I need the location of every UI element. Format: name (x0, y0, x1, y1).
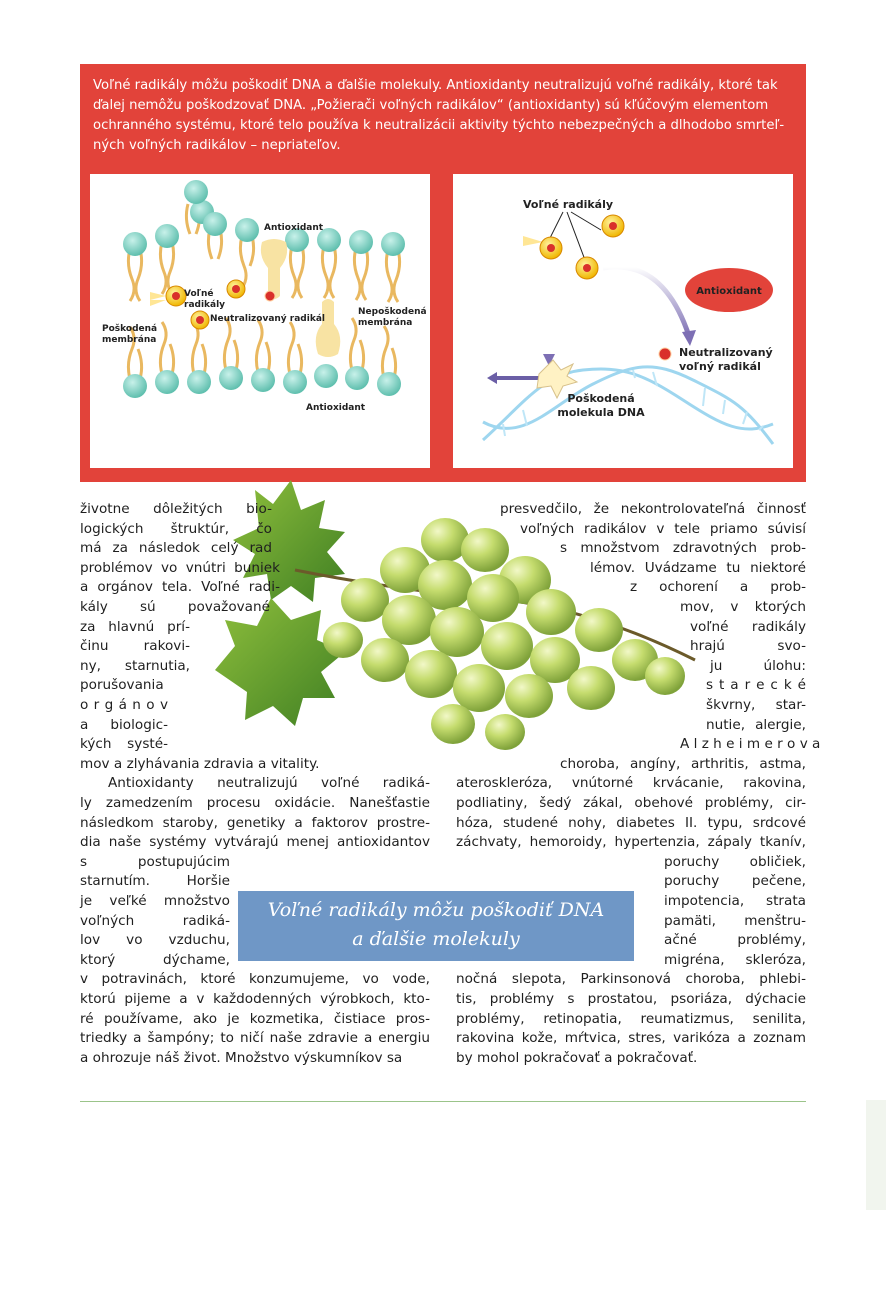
label-undamaged-membrane-2: membrána (358, 318, 413, 328)
label-undamaged-membrane-1: Nepoškodená (358, 307, 427, 317)
dna-diagram-svg (453, 174, 793, 468)
left-text-line: voľných radiká- (80, 912, 230, 929)
right-text-line: problémy, retinopatia, reumatizmus, senilita, (456, 1010, 806, 1027)
left-text-line: o r g á n o v (80, 697, 168, 713)
left-text-line: za hlavnú prí- (80, 618, 190, 635)
right-text-line: voľné radikály (690, 618, 806, 635)
left-text-line: a biologic- (80, 716, 168, 733)
pull-quote-line: a ďalšie molekuly (352, 928, 520, 950)
arrow-left-head (487, 372, 497, 384)
label-damaged-dna-2: molekula DNA (557, 406, 645, 419)
antioxidant-shape-bottom (316, 299, 341, 357)
intro-text (93, 76, 793, 156)
left-text-line: ktorú pijeme a v každodenných výrobkoch, kto- (80, 991, 430, 1007)
label-free-radicals-2: radikály (184, 300, 226, 310)
left-text-line: následkom staroby, genetiky a faktorov prostre- (80, 814, 430, 831)
right-text-line: mov, v ktorých (680, 599, 806, 615)
bottom-divider (80, 1101, 806, 1102)
pull-quote-box (238, 891, 634, 961)
label-antioxidant-bottom: Antioxidant (306, 403, 366, 413)
label-free-radicals: Voľné radikály (523, 198, 614, 211)
right-text-line: nutie, alergie, (706, 716, 806, 733)
right-text-line: A l z h e i m e r o v a (680, 736, 821, 753)
left-text-line: starnutím. Horšie (80, 873, 230, 890)
right-text-line: s t a r e c k é (706, 677, 806, 694)
right-text-line: impotencia, strata (664, 893, 806, 909)
right-text-line: ju úlohu: (710, 657, 806, 674)
right-text-line: škvrny, star- (706, 697, 806, 713)
label-damaged-membrane-2: membrána (102, 335, 157, 345)
left-text-line: porušovania (80, 677, 164, 694)
right-text-line: hóza, studené nohy, diabetes II. typu, srdcové (456, 814, 806, 831)
left-text-line: v potravinách, ktoré konzumujeme, vo vode, (80, 971, 430, 988)
left-text-line: dia naše systémy vytvárajú menej antioxidantov (80, 834, 430, 851)
left-text-line: problémov vo vnútri buniek (80, 559, 280, 576)
label-damaged-membrane-1: Poškodená (102, 324, 158, 334)
right-text-line: migréna, skleróza, (664, 951, 806, 968)
label-neutralized-2: voľný radikál (679, 360, 761, 373)
right-text-line: ateroskleróza, vnútorné krvácanie, rakovina, (456, 775, 806, 792)
left-text-line: ly zamedzením procesu oxidácie. Nanešťastie (80, 795, 430, 811)
right-text-line: poruchy obličiek, (664, 853, 806, 870)
left-text-line: a orgánov tela. Voľné radi- (80, 579, 280, 596)
pull-quote-line: Voľné radikály môžu poškodiť DNA (267, 899, 605, 921)
right-text-line: záchvaty, hemoroidy, hypertenzia, zápaly tkanív, (456, 834, 806, 851)
left-text-line: kých systé- (80, 736, 168, 753)
info-box (80, 64, 806, 482)
left-text-line: kály sú považované (80, 599, 270, 615)
left-text-line: životne dôležitých bio- (80, 501, 272, 517)
intro-line: Voľné radikály môžu poškodiť DNA a ďalšie molekuly. Antioxidanty neutralizujú voľné radikály, ktoré tak (93, 78, 778, 93)
dna-diagram (453, 174, 793, 468)
arrow-curve-head (682, 330, 696, 346)
right-text-line: lémov. Uvádzame tu niektoré (590, 559, 806, 576)
left-text-line: má za následok celý rad (80, 540, 272, 557)
intro-line: ných voľných radikálov – nepriateľov. (93, 138, 341, 153)
intro-line: ochranného systému, ktoré telo používa k neutralizácii aktivity týchto nebezpečných a dlhodobo smrteľ- (93, 118, 785, 133)
left-text-line: ktorý dýchame, (80, 951, 230, 968)
left-text-line: ré používame, ako je kozmetika, čistiace pros- (80, 1010, 430, 1027)
left-text-line: ny, starnutia, (80, 657, 190, 674)
left-text-line: s postupujúcim (80, 853, 230, 870)
right-text-line: nočná slepota, Parkinsonová choroba, phlebi- (456, 971, 806, 988)
right-text-line: rakovina kože, mŕtvica, stres, varikóza a zoznam (456, 1030, 806, 1047)
free-radical-icons (523, 215, 671, 360)
left-text-line: triedky a šampóny; to ničí naše zdravie a energiu (80, 1030, 430, 1047)
right-text-line: podliatiny, šedý zákal, obehové problémy, cir- (456, 795, 806, 811)
left-text-line: logických štruktúr, čo (80, 520, 272, 537)
pull-quote-text (238, 896, 634, 954)
left-text-line: mov a zlyhávania zdravia a vitality. (80, 755, 320, 772)
right-text-line: s množstvom zdravotných prob- (560, 540, 806, 557)
left-text-line: Antioxidanty neutralizujú voľné radiká- (108, 775, 430, 792)
left-text-line: činu rakovi- (80, 638, 190, 655)
right-text-line: z ochorení a prob- (630, 579, 806, 596)
label-neutralized-1: Neutralizovaný (679, 346, 773, 359)
right-text-line: hrajú svo- (690, 638, 806, 655)
right-text-line: pamäti, menštru- (664, 912, 806, 929)
left-text-line: je veľké množstvo (80, 893, 230, 909)
membrane-diagram-svg (90, 174, 430, 468)
lower-lipid-heads (123, 364, 401, 398)
membrane-diagram (90, 174, 430, 468)
right-text-line: choroba, angíny, arthritis, astma, (560, 755, 806, 772)
label-free-radicals-1: Voľné (184, 289, 214, 299)
label-damaged-dna-1: Poškodená (567, 392, 635, 405)
intro-line: ďalej nemôžu poškodzovať DNA. „Požierači voľných radikálov“ (antioxidanty) sú kľúčovým elementom (93, 98, 769, 113)
page-edge-strip (866, 1100, 886, 1210)
left-text-line: lov vo vzduchu, (80, 932, 230, 949)
antioxidant-shape-top (261, 239, 287, 299)
label-antioxidant: Antioxidant (696, 286, 762, 297)
right-text-line: poruchy pečene, (664, 873, 806, 890)
right-text-line: by mohol pokračovať a pokračovať. (456, 1049, 698, 1066)
left-text-line: a ohrozuje náš život. Množstvo výskumníkov sa (80, 1049, 403, 1066)
right-text-line: ačné problémy, (664, 932, 806, 949)
right-text-line: voľných radikálov v tele priamo súvisí (520, 520, 806, 537)
arrow-curve (603, 267, 689, 336)
right-text-line: tis, problémy s prostatou, psoriáza, dýchacie (456, 991, 806, 1007)
label-antioxidant-top: Antioxidant (264, 223, 324, 233)
label-neutralized-radical: Neutralizovaný radikál (210, 314, 325, 324)
right-text-line: presvedčilo, že nekontrolovateľná činnosť (500, 501, 806, 517)
